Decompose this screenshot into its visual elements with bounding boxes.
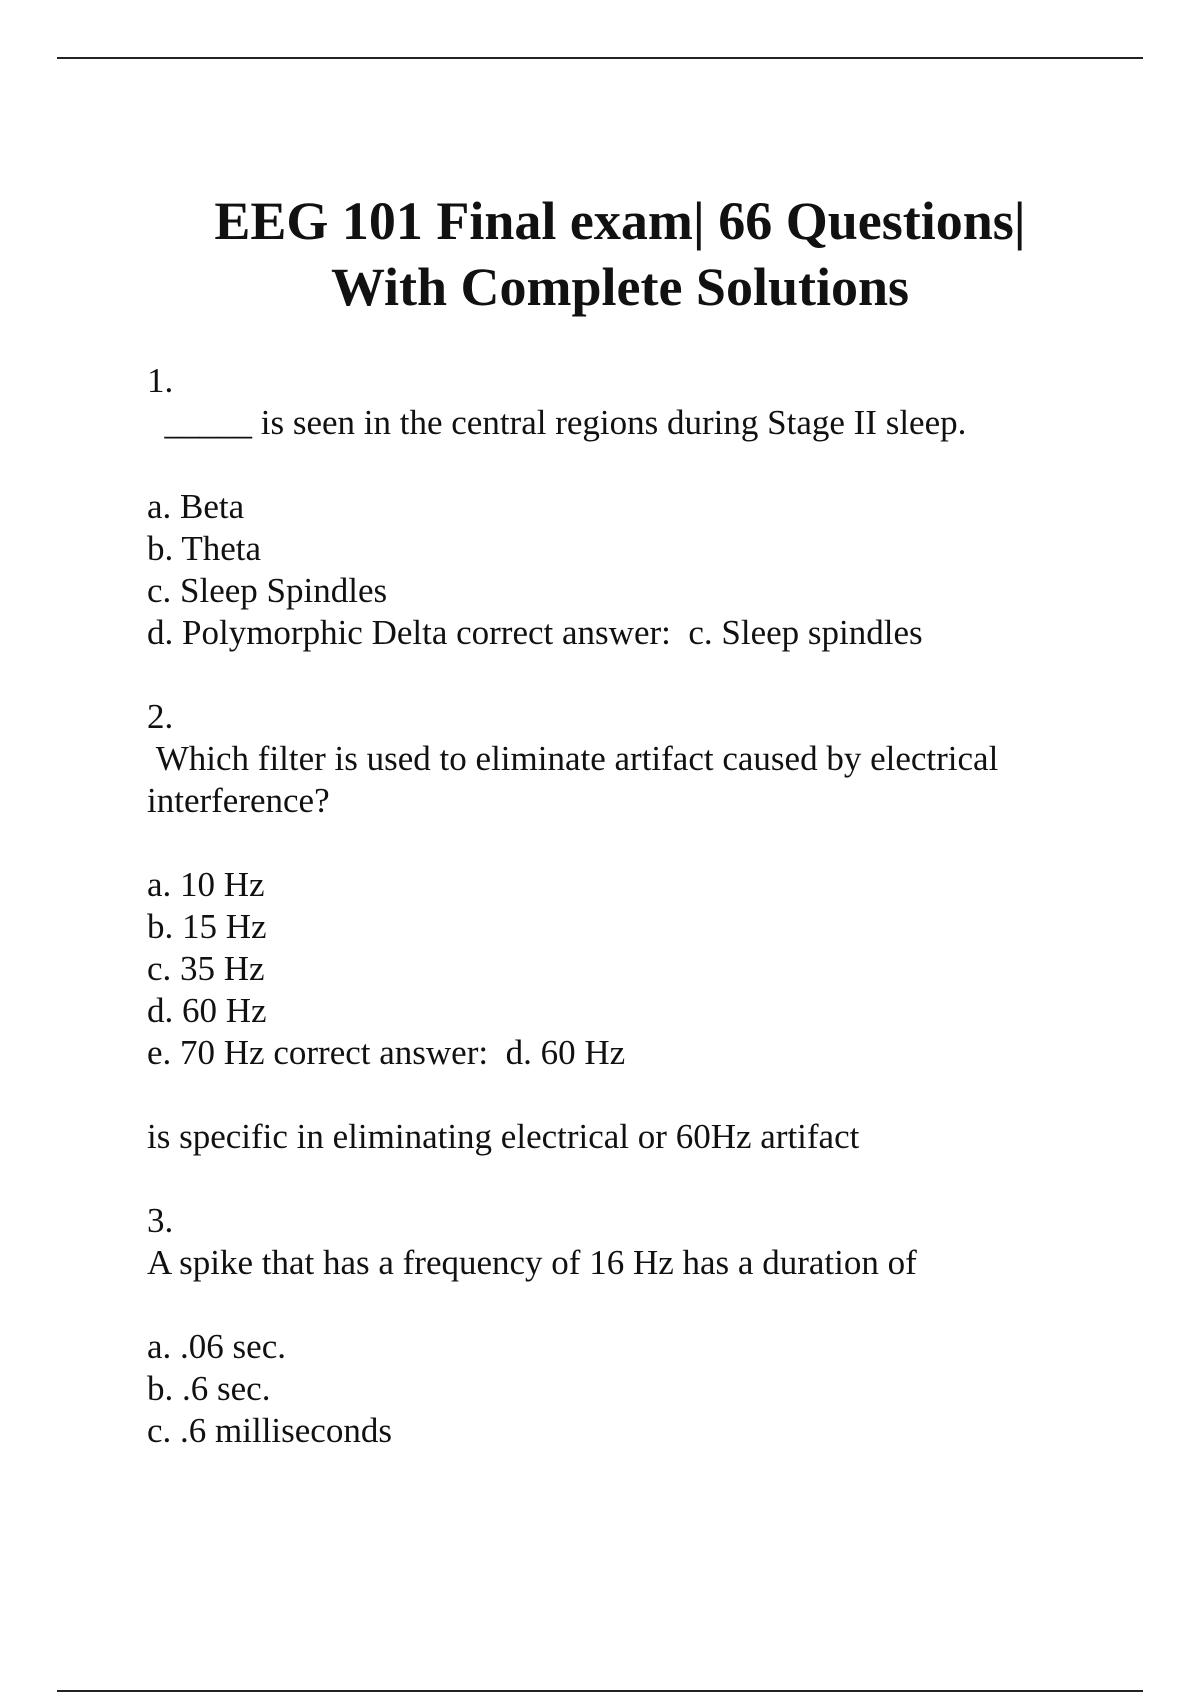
answer-explanation: is specific in eliminating electrical or 60Hz artifact bbox=[147, 1117, 860, 1156]
question-number: 1. bbox=[147, 361, 174, 400]
top-divider bbox=[57, 57, 1143, 59]
question-1 bbox=[147, 360, 1077, 654]
document-title bbox=[100, 188, 1140, 320]
questions-body bbox=[147, 360, 1077, 1452]
title-line-1: EEG 101 Final exam| 66 Questions| bbox=[214, 191, 1026, 251]
question-prompt: Which filter is used to eliminate artifact caused by electrical bbox=[147, 739, 999, 778]
answer-option: b. Theta bbox=[147, 529, 262, 568]
title-line-2: With Complete Solutions bbox=[330, 257, 910, 317]
question-2 bbox=[147, 696, 1077, 1158]
answer-option: a. Beta bbox=[147, 487, 245, 526]
question-prompt: interference? bbox=[147, 781, 330, 820]
question-number: 2. bbox=[147, 697, 174, 736]
bottom-divider bbox=[57, 1690, 1143, 1692]
answer-option: d. 60 Hz bbox=[147, 991, 267, 1030]
question-number: 3. bbox=[147, 1201, 174, 1240]
answer-option: b. 15 Hz bbox=[147, 907, 267, 946]
answer-option: b. .6 sec. bbox=[147, 1369, 271, 1408]
answer-option-with-correct-answer: d. Polymorphic Delta correct answer: c. Sleep spindles bbox=[147, 613, 923, 652]
question-prompt: A spike that has a frequency of 16 Hz has a duration of bbox=[147, 1243, 917, 1282]
question-3 bbox=[147, 1200, 1077, 1452]
answer-option-with-correct-answer: e. 70 Hz correct answer: d. 60 Hz bbox=[147, 1033, 626, 1072]
answer-option: c. .6 milliseconds bbox=[147, 1411, 392, 1450]
question-prompt: _____ is seen in the central regions during Stage II sleep. bbox=[147, 403, 967, 442]
answer-option: a. .06 sec. bbox=[147, 1327, 286, 1366]
answer-option: a. 10 Hz bbox=[147, 865, 265, 904]
answer-option: c. Sleep Spindles bbox=[147, 571, 388, 610]
answer-option: c. 35 Hz bbox=[147, 949, 265, 988]
